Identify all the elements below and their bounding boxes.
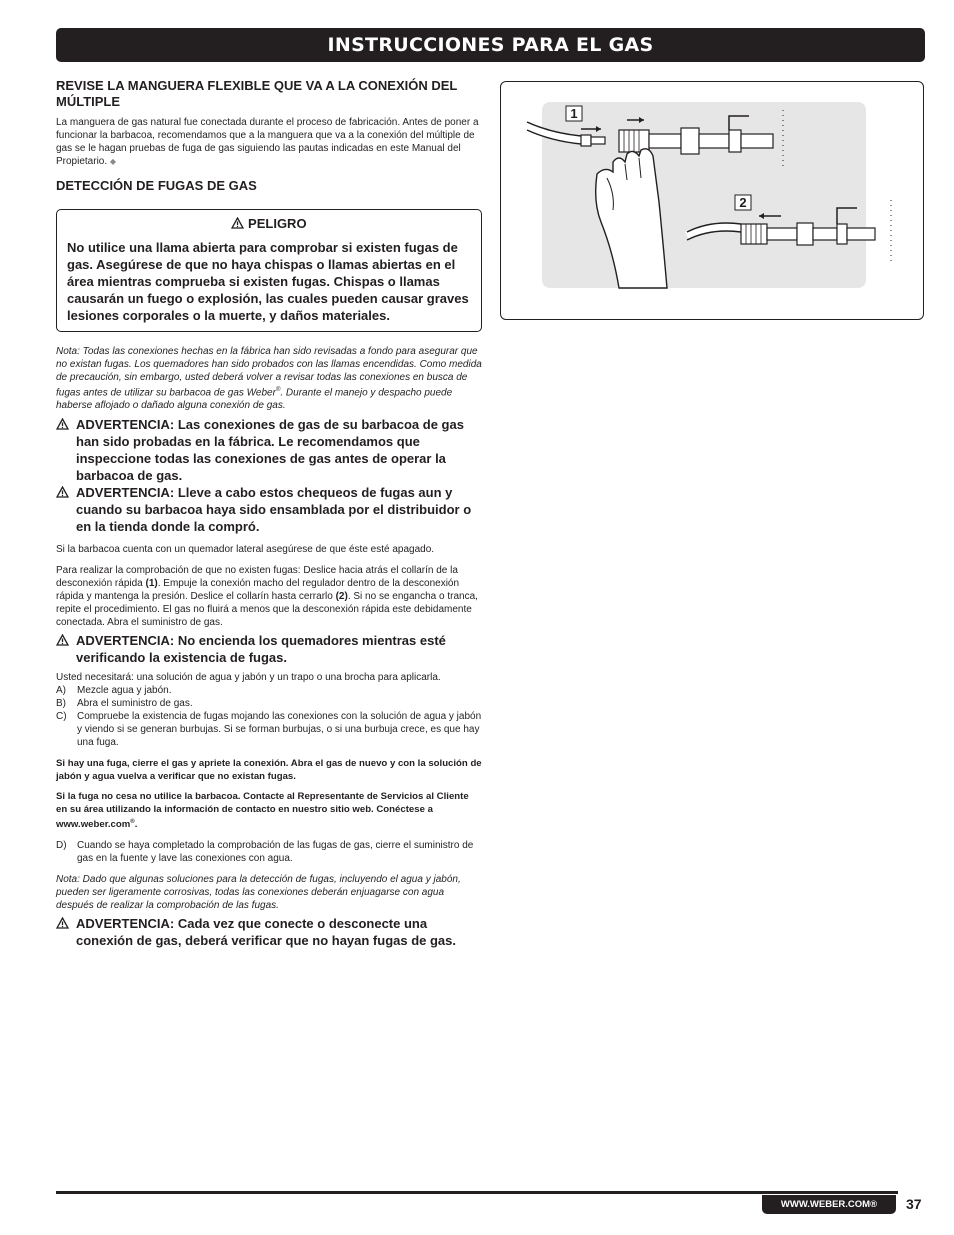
danger-title-text: PELIGRO — [248, 216, 307, 231]
hose-paragraph — [56, 116, 482, 168]
corrosion-note: Nota: Dado que algunas soluciones para la detección de fugas, incluyendo el agua y jabón, pueden ser ligeramente corrosivas, todas las conexiones deberán enjuagarse con agua después de realizar la comprobación de las fugas. — [56, 873, 461, 911]
list-letter: A) — [56, 685, 66, 697]
side-burner-note: Si la barbacoa cuenta con un quemador lateral asegúrese de que éste esté apagado. — [56, 544, 435, 556]
leak-instruction-1: Si hay una fuga, cierre el gas y apriete la conexión. Abra el gas de nuevo y con la solución de jabón y agua vuelva a verificar que no existan fugas. — [56, 758, 482, 783]
warning-triangle-icon — [231, 217, 244, 229]
danger-text: No utilice una llama abierta para comprobar si existen fugas de gas. Asegúrese de que no haya chispas o llamas abiertas en el área mientras comprueba si existen fugas. Chispas o llamas causarán un fuego o explosión, las cuales pueden causar graves lesiones corporales o la muerte, y daños materiales. — [67, 240, 469, 323]
list-letter: B) — [56, 698, 66, 710]
warning-text: ADVERTENCIA: Cada vez que conecte o desconecte una conexión de gas, deberá verificar que no hayan fugas de gas. — [76, 915, 457, 948]
warning-factory-tested — [56, 416, 482, 484]
hose-paragraph-text: La manguera de gas natural fue conectada durante el proceso de fabricación. Antes de poner a funcionar la barbacoa, recomendamos que a la manguera que va a la conexión del múltiple de gas se le hagan pruebas de fuga de gas siguiendo las pautas indicadas en este Manual del Propietario. — [56, 117, 479, 167]
list-letter: D) — [56, 839, 67, 851]
page-number: 37 — [906, 1196, 922, 1212]
list-text: Cuando se haya completado la comprobación de las fugas de gas, cierre el suministro de gas en la fuente y lave las conexiones con agua. — [77, 839, 474, 864]
page-title: INSTRUCCIONES PARA EL GAS — [327, 34, 654, 56]
registered-mark: ® — [275, 387, 281, 393]
list-item — [56, 697, 482, 710]
list-letter: C) — [56, 711, 67, 723]
warning-reconnect — [56, 915, 482, 949]
callout-1-label: 1 — [570, 106, 578, 121]
list-item — [56, 710, 482, 749]
warning-triangle-icon — [56, 915, 76, 933]
list-text: Compruebe la existencia de fugas mojando las conexiones con la solución de agua y jabón y viendo si se generan burbujas. Si se forman burbujas, o si una burbuja crece, es que hay una fuga. — [77, 711, 482, 749]
factory-note-text-1: Nota: Todas las conexiones hechas en la fábrica han sido revisadas a fondo para asegurar que no existan fugas. Los quemadores han sido probados con las llamas encendidas. Como medida de precaución, sin embargo, usted deberá volver a revisar todas las conexiones en busca de fugas antes de utilizar su barbacoa de gas Weber — [56, 346, 482, 399]
callout-2-label: 2 — [739, 195, 747, 210]
warning-text: ADVERTENCIA: Las conexiones de gas de su barbacoa de gas han sido probadas en la fábrica. Le recomendamos que inspeccione todas las conexiones de gas antes de operar la barbacoa de gas. — [76, 417, 464, 484]
factory-note — [56, 345, 482, 412]
callout-ref-1: (1) — [145, 578, 158, 590]
section-heading-leaks: DETECCIÓN DE FUGAS DE GAS — [56, 178, 257, 193]
warning-triangle-icon — [56, 632, 76, 650]
section-header-bar — [56, 28, 925, 62]
quick-disconnect-illustration — [501, 82, 925, 321]
need-text: Usted necesitará: una solución de agua y jabón y un trapo o una brocha para aplicarla. — [56, 672, 441, 684]
quick-disconnect-figure — [500, 81, 924, 320]
list-item — [56, 684, 482, 697]
warning-triangle-icon — [56, 416, 76, 434]
leak-instruction-2-end: . — [134, 819, 138, 831]
danger-title — [67, 215, 471, 232]
warning-dealer-assembled — [56, 484, 482, 535]
list-text: Abra el suministro de gas. — [77, 698, 193, 710]
factory-note-text-2: . Durante el manejo y despacho puede haberse aflojado o dañado alguna conexión de gas. — [56, 387, 453, 412]
list-item — [56, 839, 482, 865]
warning-triangle-icon — [56, 484, 76, 502]
warning-text: ADVERTENCIA: No encienda los quemadores mientras esté verificando la existencia de fugas. — [76, 633, 446, 666]
leak-instruction-2 — [56, 790, 482, 831]
warning-no-burners — [56, 632, 482, 666]
callout-ref-2: (2) — [335, 591, 348, 603]
left-column — [56, 78, 482, 949]
warning-text: ADVERTENCIA: Lleve a cabo estos chequeos de fugas aun y cuando su barbacoa haya sido ensamblada por el distribuidor o en la tienda donde la compró. — [76, 485, 472, 535]
steps-list — [56, 684, 482, 749]
leak-instruction-2-text: Si la fuga no cesa no utilice la barbacoa. Contacte al Representante de Servicios al Cliente en su área utilizando la información de contacto en nuestro sitio web. Conéctese a www.weber.com — [56, 791, 469, 831]
section-heading-hose: REVISE LA MANGUERA FLEXIBLE QUE VA A LA CONEXIÓN DEL MÚLTIPLE — [56, 78, 458, 109]
check-text-1: Para realizar la comprobación de que no existen fugas: Deslice hacia atrás el collarín de la desconexión rápida — [56, 565, 458, 590]
check-paragraph — [56, 564, 482, 629]
registered-mark: ® — [130, 819, 135, 826]
list-text: Mezcle agua y jabón. — [77, 685, 172, 697]
footer-rule — [56, 1191, 898, 1194]
end-mark-icon: ◆ — [109, 157, 117, 166]
footer-url: WWW.WEBER.COM® — [762, 1195, 896, 1214]
check-text-2: . Empuje la conexión macho del regulador dentro de la desconexión rápida y mantenga la presión. Deslice el collarín hasta cerrarlo — [56, 578, 460, 603]
figure-background — [542, 102, 866, 288]
check-text-3: . Si no se engancha o tranca, repite el procedimiento. El gas no fluirá a menos que la desconexión rápida este debidamente conectada. Abra el suministro de gas. — [56, 591, 478, 629]
danger-box — [56, 209, 482, 332]
